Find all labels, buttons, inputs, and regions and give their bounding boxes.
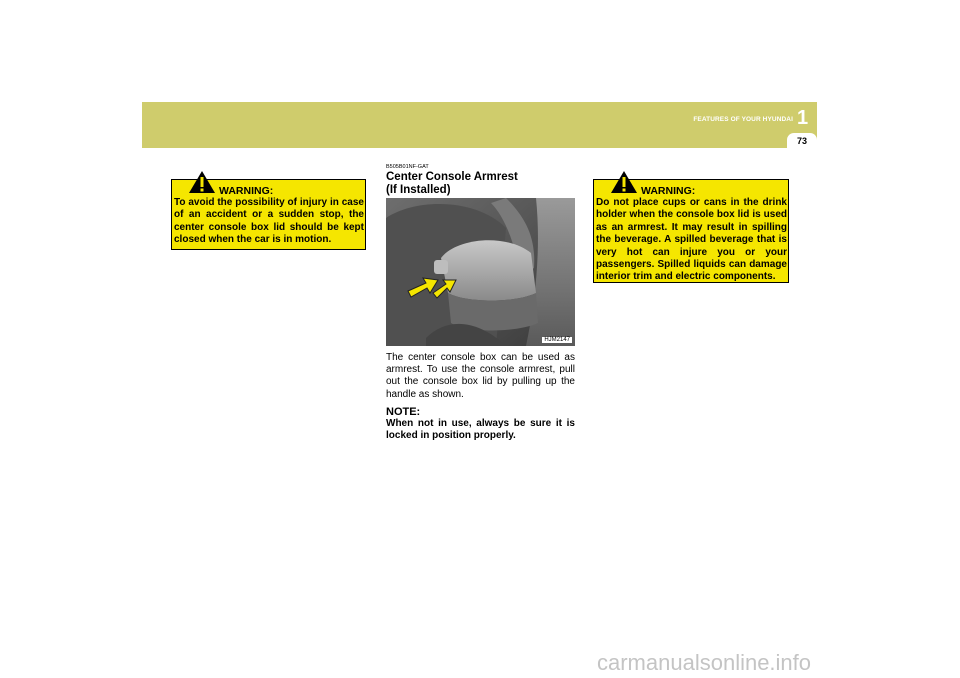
note-label: NOTE: — [386, 406, 421, 418]
warning-box-left — [171, 179, 366, 250]
warning-exclamation-icon — [188, 170, 216, 194]
section-title-line1: Center Console Armrest — [386, 171, 518, 183]
note-body: When not in use, always be sure it is locked in position properly. — [386, 418, 575, 442]
section-label: FEATURES OF YOUR HYUNDAI — [693, 116, 793, 123]
watermark: carmanualsonline.info — [597, 650, 812, 675]
header-band — [142, 102, 817, 148]
warning-title: WARNING: — [219, 185, 274, 197]
warning-body: To avoid the possibility of injury in case of an accident or a sudden stop, the center console box lid should be kept closed when the car is in motion. — [174, 197, 364, 246]
warning-title: WARNING: — [641, 185, 696, 197]
section-title — [386, 171, 576, 197]
body-text: The center console box can be used as armrest. To use the console armrest, pull out the console box lid by pulling up the handle as shown. — [386, 352, 575, 400]
section-number: 1 — [797, 107, 809, 129]
armrest-photo — [386, 198, 575, 346]
armrest-illustration — [386, 198, 575, 346]
section-title-line2: (If Installed) — [386, 184, 451, 196]
warning-exclamation-icon — [610, 170, 638, 194]
photo-code: HJM2147 — [544, 337, 570, 343]
warning-body: Do not place cups or cans in the drink holder when the console box lid is used as an armrest. It may result in spilling the beverage. A spilled beverage that is very hot can injure you or your passengers. Spilled liquids can damage interior trim and electric components. — [596, 197, 787, 283]
warning-box-right — [593, 179, 789, 283]
section-code: B505B01NF-GAT — [386, 164, 429, 170]
page-number: 73 — [796, 136, 807, 146]
